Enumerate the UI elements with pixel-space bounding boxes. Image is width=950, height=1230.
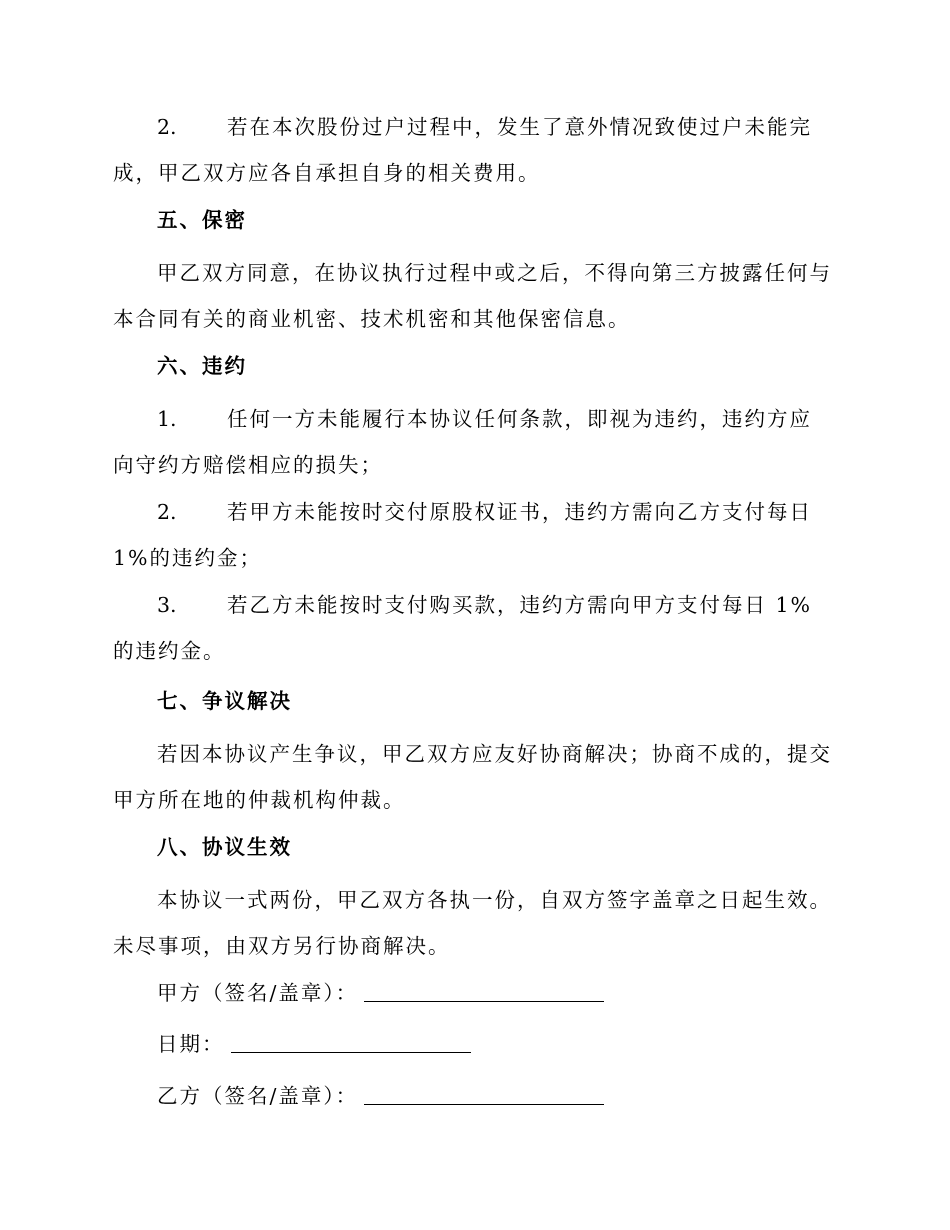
date-label: 日期：: [157, 1032, 225, 1056]
clause-6-item-2: [113, 489, 833, 581]
section-5-text: 甲乙双方同意，在协议执行过程中或之后，不得向第三方披露任何与本合同有关的商业机密、技术机密和其他保密信息。: [113, 261, 832, 331]
section-heading-effective: 八、协议生效: [157, 835, 292, 859]
clause-6-item-1: [113, 396, 833, 488]
signature-party-a: [157, 970, 604, 1016]
clause-text: 若甲方未能按时交付原股权证书，违约方需向乙方支付每日 1%的违约金；: [113, 500, 812, 570]
section-7-text: 若因本协议产生争议，甲乙双方应友好协商解决；协商不成的，提交甲方所在地的仲裁机构仲裁。: [113, 742, 832, 812]
signature-label: 乙方（签名/盖章）：: [157, 1084, 359, 1108]
section-heading-dispute: 七、争议解决: [157, 689, 292, 713]
clause-text: 若乙方未能按时支付购买款，违约方需向甲方支付每日 1%的违约金。: [113, 593, 813, 663]
clause-number: 2.: [157, 500, 177, 524]
clause-text: 任何一方未能履行本协议任何条款，即视为违约，违约方应向守约方赔偿相应的损失；: [113, 407, 812, 477]
clause-6-item-3: [113, 582, 833, 674]
signature-date: [157, 1021, 471, 1067]
clause-number: 1.: [157, 407, 177, 431]
signature-line: [364, 979, 604, 1002]
section-8-text: 本协议一式两份，甲乙双方各执一份，自双方签字盖章之日起生效。未尽事项，由双方另行协商解决。: [113, 888, 832, 958]
signature-line: [364, 1082, 604, 1105]
clause-4-item-2: [113, 104, 833, 196]
signature-party-b: [157, 1073, 604, 1119]
clause-number: 2.: [157, 115, 177, 139]
clause-number: 3.: [157, 593, 177, 617]
date-line: [231, 1030, 471, 1053]
section-heading-breach: 六、违约: [157, 354, 247, 378]
clause-text: 若在本次股份过户过程中，发生了意外情况致使过户未能完成，甲乙双方应各自承担自身的相关费用。: [113, 115, 812, 185]
section-heading-confidentiality: 五、保密: [157, 208, 247, 232]
signature-label: 甲方（签名/盖章）：: [157, 981, 359, 1005]
